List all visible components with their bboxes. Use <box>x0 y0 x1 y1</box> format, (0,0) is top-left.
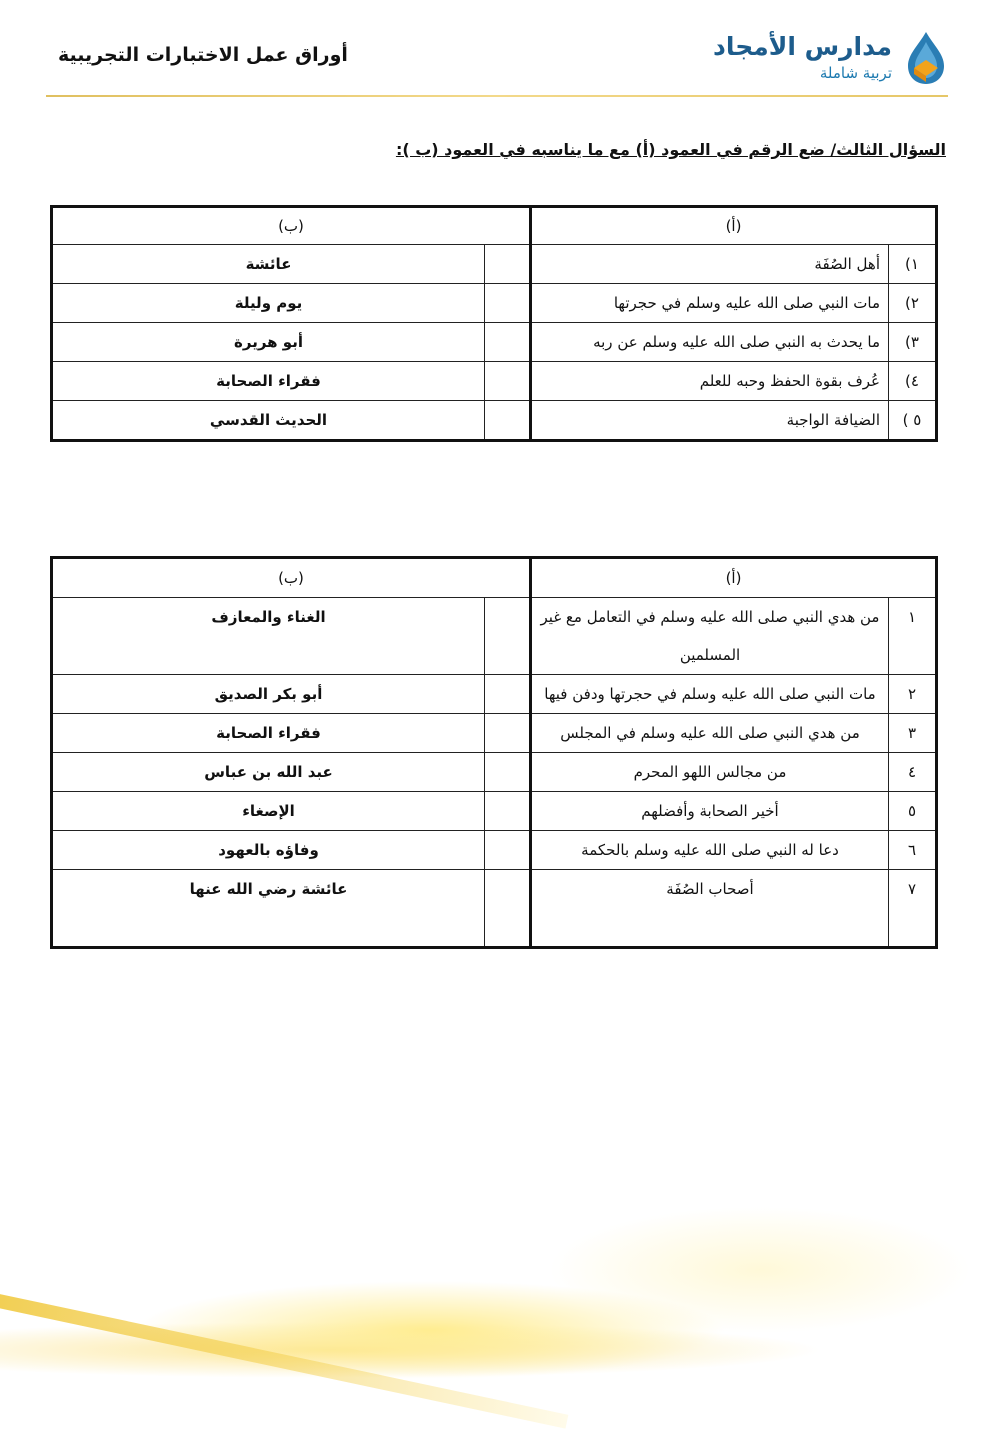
matching-table-1 <box>50 205 938 442</box>
row-number: ٢) <box>889 284 937 323</box>
column-b-item: أبو هريرة <box>52 323 485 362</box>
answer-blank[interactable] <box>485 870 531 948</box>
answer-blank[interactable] <box>485 714 531 753</box>
table-header-row <box>52 558 937 598</box>
column-a-item: دعا له النبي صلى الله عليه وسلم بالحكمة <box>531 831 889 870</box>
row-number: ٣) <box>889 323 937 362</box>
row-number: ٥ <box>889 792 937 831</box>
page-title: أوراق عمل الاختبارات التجريبية <box>58 44 348 66</box>
answer-blank[interactable] <box>485 401 531 441</box>
table-row <box>52 362 937 401</box>
table-row <box>52 323 937 362</box>
answer-blank[interactable] <box>485 284 531 323</box>
column-b-item: عائشة رضي الله عنها <box>52 870 485 948</box>
column-a-item: من هدي النبي صلى الله عليه وسلم في التعامل مع غير المسلمين <box>531 598 889 675</box>
table-header-row <box>52 207 937 245</box>
answer-blank[interactable] <box>485 792 531 831</box>
answer-blank[interactable] <box>485 753 531 792</box>
row-number: ٤) <box>889 362 937 401</box>
column-a-item: أصحاب الصُفَة <box>531 870 889 948</box>
column-b-item: الحديث القدسي <box>52 401 485 441</box>
column-b-header: (ب) <box>52 558 531 598</box>
answer-blank[interactable] <box>485 598 531 675</box>
table-row <box>52 831 937 870</box>
row-number: ٣ <box>889 714 937 753</box>
column-a-item: مات النبي صلى الله عليه وسلم في حجرتها ودفن فيها <box>531 675 889 714</box>
decorative-light-swoosh <box>0 1140 992 1403</box>
table-row <box>52 245 937 284</box>
row-number: ١) <box>889 245 937 284</box>
table-row <box>52 753 937 792</box>
column-b-item: فقراء الصحابة <box>52 714 485 753</box>
row-number: ١ <box>889 598 937 675</box>
question-text: السؤال الثالث/ ضع الرقم في العمود (أ) مع ما يناسبه في العمود (ب ): <box>395 140 946 159</box>
row-number: ٦ <box>889 831 937 870</box>
column-b-item: يوم وليلة <box>52 284 485 323</box>
row-number: ٥ ) <box>889 401 937 441</box>
table-row <box>52 792 937 831</box>
column-b-item: وفاؤه بالعهود <box>52 831 485 870</box>
column-b-item: الغناء والمعازف <box>52 598 485 675</box>
column-a-header: (أ) <box>531 207 937 245</box>
answer-blank[interactable] <box>485 362 531 401</box>
logo-drop-icon <box>904 30 948 86</box>
column-a-item: عُرف بقوة الحفظ وحبه للعلم <box>531 362 889 401</box>
column-a-item: الضيافة الواجبة <box>531 401 889 441</box>
table-row <box>52 870 937 948</box>
column-a-item: أهل الصُفَة <box>531 245 889 284</box>
table-row <box>52 284 937 323</box>
table-row <box>52 401 937 441</box>
row-number: ٧ <box>889 870 937 948</box>
answer-blank[interactable] <box>485 323 531 362</box>
column-b-item: فقراء الصحابة <box>52 362 485 401</box>
column-a-item: من مجالس اللهو المحرم <box>531 753 889 792</box>
column-b-item: الإصغاء <box>52 792 485 831</box>
column-a-header: (أ) <box>531 558 937 598</box>
matching-table-2 <box>50 556 938 949</box>
column-b-item: أبو بكر الصديق <box>52 675 485 714</box>
column-a-item: ما يحدث به النبي صلى الله عليه وسلم عن ربه <box>531 323 889 362</box>
table-row <box>52 598 937 675</box>
column-a-item: من هدي النبي صلى الله عليه وسلم في المجلس <box>531 714 889 753</box>
column-b-item: عبد الله بن عباس <box>52 753 485 792</box>
column-b-item: عائشة <box>52 245 485 284</box>
row-number: ٢ <box>889 675 937 714</box>
school-logo <box>708 30 948 90</box>
answer-blank[interactable] <box>485 831 531 870</box>
header-divider <box>46 95 948 97</box>
logo-name: مدارس الأمجاد <box>713 32 892 61</box>
column-b-header: (ب) <box>52 207 531 245</box>
answer-blank[interactable] <box>485 675 531 714</box>
answer-blank[interactable] <box>485 245 531 284</box>
table-row <box>52 675 937 714</box>
column-a-item: أخير الصحابة وأفضلهم <box>531 792 889 831</box>
row-number: ٤ <box>889 753 937 792</box>
table-row <box>52 714 937 753</box>
column-a-item: مات النبي صلى الله عليه وسلم في حجرتها <box>531 284 889 323</box>
logo-tagline: تربية شاملة <box>819 64 892 82</box>
